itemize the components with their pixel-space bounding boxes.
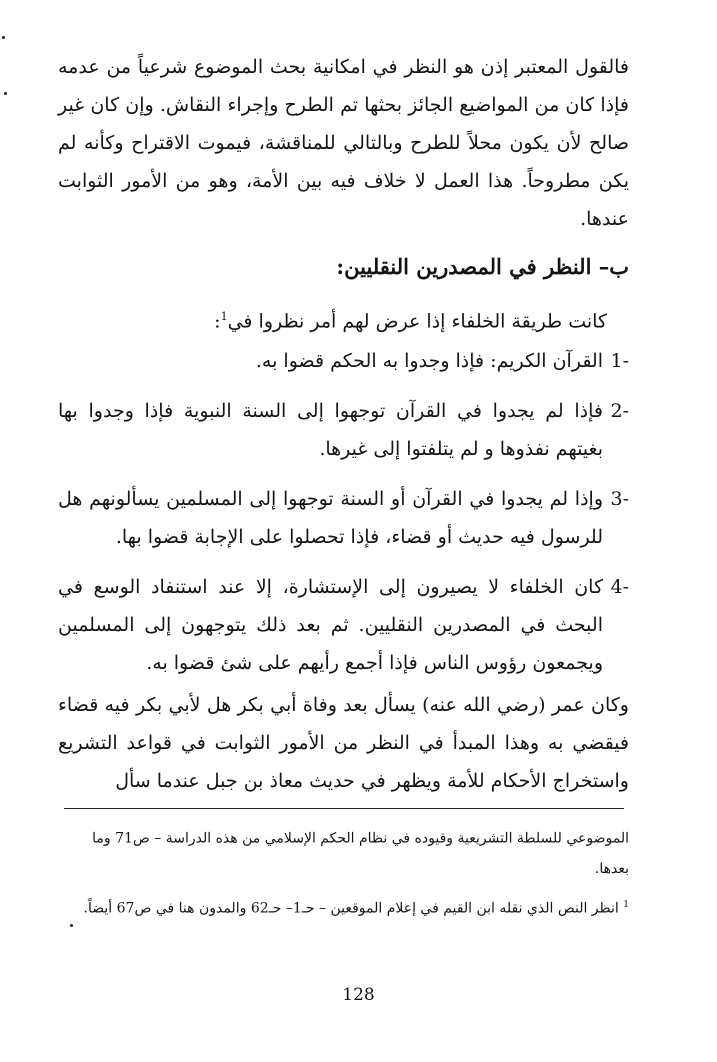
footnote-reference: 1 bbox=[220, 310, 228, 323]
list-item-text: فإذا لم يجدوا في القرآن توجهوا إلى السنة النبوية فإذا وجدوا بها بغيتهم نفذوها و لم يتلفتوا إلى غيرها. bbox=[58, 400, 603, 460]
list-item-text: القرآن الكريم: فإذا وجدوا به الحكم قضوا به. bbox=[255, 350, 603, 372]
list-item-text: وإذا لم يجدوا في القرآن أو السنة توجهوا إلى المسلمين يسألونهم هل للرسول فيه حديث أو قضاء، فإذا تحصلوا على الإجابة قضوا بها. bbox=[58, 488, 603, 548]
numbered-list bbox=[58, 342, 629, 694]
intro-line bbox=[214, 298, 607, 340]
footnote-mark: 1 bbox=[623, 899, 629, 910]
footnote-1 bbox=[64, 890, 629, 924]
list-item bbox=[58, 480, 629, 556]
intro-colon: : bbox=[214, 310, 221, 333]
scan-speck bbox=[2, 36, 5, 39]
list-item-number: -2 bbox=[610, 400, 629, 422]
footnotes-area bbox=[64, 820, 629, 929]
list-item bbox=[58, 568, 629, 682]
list-item-number: -3 bbox=[610, 488, 629, 510]
scan-speck bbox=[4, 92, 7, 95]
footnote-continued bbox=[64, 820, 629, 884]
page-number: 128 bbox=[342, 985, 375, 1005]
list-item-text: كان الخلفاء لا يصيرون إلى الإستشارة، إلا عند استنفاد الوسع في البحث في المصدرين النقليين. ثم بعد ذلك يتوجهون إلى المسلمين ويجمعون رؤوس الناس فإذا أجمع رأيهم على شئ قضوا به. bbox=[58, 576, 603, 674]
footnote-text: انظر النص الذي نقله ابن القيم في إعلام الموقعين – حـ1– حـ62 والمدون هنا في ص67 أيضاً. bbox=[83, 900, 619, 917]
footnote-separator bbox=[64, 808, 624, 809]
section-heading: ب– النظر في المصدرين النقليين: bbox=[336, 254, 629, 279]
list-item-number: -1 bbox=[610, 350, 629, 372]
body-paragraph-1: فالقول المعتبر إذن هو النظر في امكانية بحث الموضوع شرعياً من عدمه فإذا كان من المواضيع الجائز بحثها تم الطرح وإجراء النقاش. وإن كان غير صالح لأن يكون محلاً للطرح وبالتالي للمناقشة، فيموت الاقتراح وكأنه لم يكن مطروحاً. هذا العمل لا خلاف فيه بين الأمة، وهو من الأمور الثوابت عندها. bbox=[58, 56, 629, 230]
body-paragraph-2: وكان عمر (رضي الله عنه) يسأل بعد وفاة أبي بكر هل لأبي بكر فيه قضاء فيقضي به وهذا المبدأ في النظر من الأمور الثوابت في قواعد التشريع واستخراج الأحكام للأمة ويظهر في حديث معاذ بن جبل عندما سأل bbox=[58, 694, 629, 792]
footnote-text: الموضوعي للسلطة التشريعية وقيوده في نظام الحكم الإسلامي من هذه الدراسة – ص71 وما بعدها. bbox=[92, 830, 629, 877]
list-item bbox=[58, 342, 629, 380]
intro-text: كانت طريقة الخلفاء إذا عرض لهم أمر نظروا في bbox=[227, 310, 607, 333]
list-item bbox=[58, 392, 629, 468]
list-item-number: -4 bbox=[610, 576, 629, 598]
